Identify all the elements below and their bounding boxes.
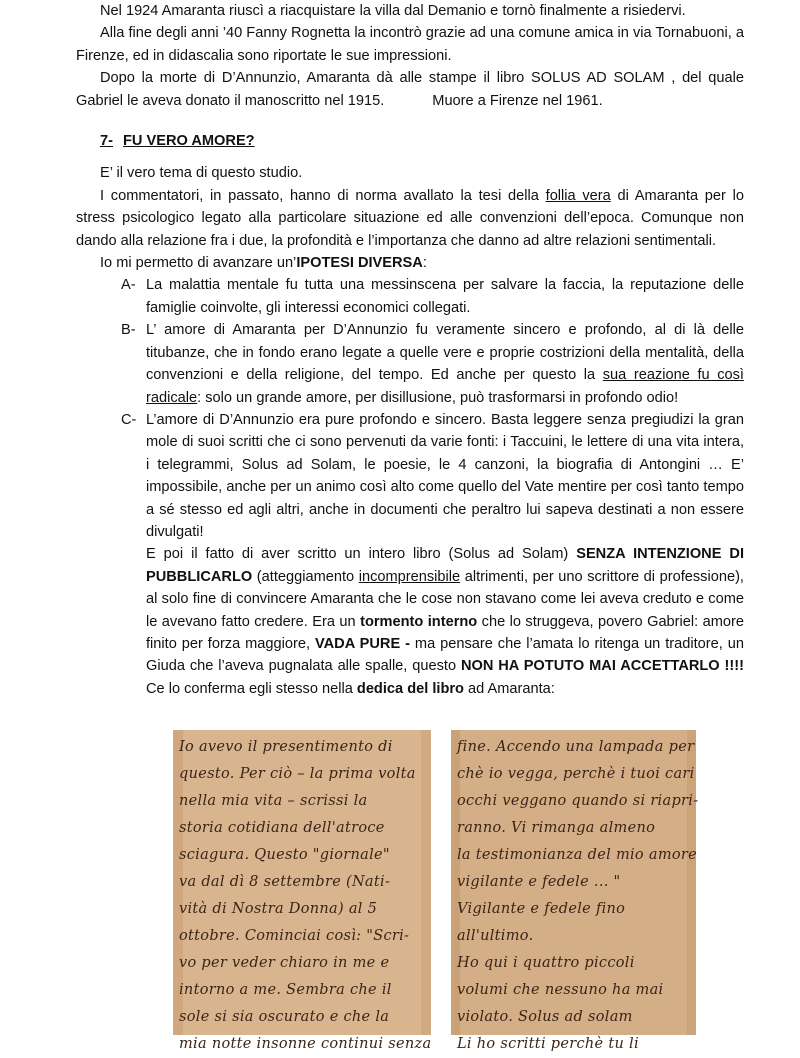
manuscript-line: questo. Per ciò – la prima volta (179, 766, 416, 782)
text-run: altrimenti, per uno scrittore di professione), al solo fine di convincere Amaranta che le cose non stavano come lei aveva creduto e come le avevano fatto credere. Era un (146, 568, 744, 630)
list-text: : solo un grande amore, per disillusione, può trasformarsi in profondo odio! (197, 389, 679, 406)
manuscript-line: violato. Solus ad solam (457, 1009, 633, 1025)
manuscript-line: ottobre. Cominciai così: "Scri- (179, 928, 410, 944)
paragraph-villa: Nel 1924 Amaranta riuscì a riacquistare la villa dal Demanio e tornò finalmente a risiedervi. (100, 3, 686, 19)
paragraph-lead: E’ il vero tema di questo studio. (100, 165, 303, 182)
list-text: La malattia mentale fu tutta una messinscena per salvare la faccia, la reputazione delle famiglie coinvolte, gli interessi economici collegati. (146, 277, 744, 316)
manuscript-line: occhi veggano quando si riapri- (457, 793, 699, 809)
text-run: di Amaranta per lo stress psicologico legato alla particolare situazione ed alle convenzioni dell’epoca. Comunque non dando alla relazione fra i due, la profondità e l’importanza che danno ad altre relazioni sentimentali. (76, 187, 744, 249)
list-text: L’amore di D’Annunzio era pure profondo e sincero. Basta leggere senza pregiudizi la gran mole di suoi scritti che ci sono pervenuti da varie fonti: i Taccuini, le lettere di una vita intera, i telegrammi, Solus ad Solam, le poesie, le 4 canzoni, la biografia di Antongini … E’ impossibile, anche per un animo così alto come quello del Vate mentire per così tanto tempo a sé stesso ed agli altri, anche in documenti che peraltro lui sapeva destinati a non essere divulgati! (146, 411, 744, 540)
list-item-b (76, 319, 744, 409)
text-run: ad Amaranta: (463, 680, 555, 697)
document-page (76, 0, 744, 700)
text-run: E poi il fatto di aver scritto un intero libro (Solus ad Solam) (146, 546, 577, 563)
bold-text: NON HA POTUTO MAI ACCETTARLO !!!! (460, 658, 744, 675)
manuscript-line: nella mia vita – scrissi la (179, 793, 368, 809)
manuscript-line: fine. Accendo una lampada per (457, 739, 695, 755)
manuscript-line: Li ho scritti perchè tu li (457, 1036, 639, 1052)
manuscript-line: vo per veder chiaro in me e (179, 955, 390, 971)
manuscript-line: Vigilante e fedele fino (457, 901, 626, 917)
manuscript-line: intorno a me. Sembra che il (179, 982, 392, 998)
underlined-text: follia vera (545, 187, 611, 204)
underlined-text: sua reazione fu così radicale (146, 367, 744, 406)
text-run: Io mi permetto di avanzare un’ (100, 255, 297, 272)
manuscript-line: Io avevo il presentimento di (179, 739, 393, 755)
paragraph-closing (76, 543, 744, 700)
text-run: I commentatori, in passato, hanno di norma avallato la tesi della (100, 187, 546, 204)
list-text: L’ amore di Amaranta per D’Annunzio fu veramente sincero e profondo, al di là delle titubanze, che in fondo erano legate a quelle vere e proprie costrizioni della mentalità, della convenzioni e della religione, del tempo. Ed anche per questo la (146, 322, 744, 384)
paragraph-solus (76, 67, 744, 112)
manuscript-image-left (173, 730, 432, 1052)
text-run: ma pensare che l’amata lo ritenga un traditore, un Giuda che l’aveva pugnalata alle spalle, questo (146, 635, 744, 675)
paragraph-commentatori (76, 185, 744, 252)
text-run: che lo struggeva, povero Gabriel: amore finito per forza maggiore, (146, 613, 744, 652)
paragraph-rognetta: Alla fine degli anni ’40 Fanny Rognetta la incontrò grazie ad una comune amica in via Tornabuoni, a Firenze, ed in didascalia sono riportate le sue impressioni. (76, 25, 744, 64)
manuscript-line: va dal dì 8 settembre (Nati- (179, 874, 391, 890)
paragraph-ipotesi (76, 252, 744, 274)
manuscript-line: volumi che nessuno ha mai (457, 982, 664, 998)
bold-text: IPOTESI DIVERSA (296, 255, 423, 272)
text-run: : (422, 255, 427, 272)
manuscript-line: la testimonianza del mio amore (457, 847, 698, 863)
text-run: Ce lo conferma egli stesso nella (146, 680, 357, 697)
list-item-a (76, 274, 744, 319)
manuscript-line: chè io vegga, perchè i tuoi cari (457, 766, 695, 782)
section-title: FU VERO AMORE? (122, 133, 255, 150)
manuscript-line: ranno. Vi rimanga almeno (457, 820, 656, 836)
manuscript-line: Ho qui i quattro piccoli (457, 955, 635, 971)
manuscript-left-text (179, 734, 432, 1058)
bold-text: dedica del libro (356, 680, 464, 697)
death-text: Muore a Firenze nel 1961. (432, 92, 603, 109)
manuscript-image-right (451, 730, 699, 1052)
solus-text: Dopo la morte di D’Annunzio, Amaranta dà alle stampe il libro SOLUS AD SOLAM , del quale Gabriel le aveva donato il manoscritto nel 1915. (76, 70, 744, 109)
list-label: B- (121, 322, 136, 339)
manuscript-line: sole si sia oscurato e che la (179, 1009, 390, 1025)
list-item-c (76, 409, 744, 543)
manuscript-line: mia notte insonne continui senza (179, 1036, 432, 1052)
section-number: 7- (100, 133, 113, 150)
bold-text: VADA PURE - (314, 635, 410, 652)
manuscript-right-text (457, 734, 699, 1058)
section-heading (100, 130, 744, 152)
manuscript-line: all'ultimo. (457, 928, 534, 944)
manuscript-line: vigilante e fedele ... " (457, 874, 621, 890)
manuscript-line: sciagura. Questo "giornale" (179, 847, 390, 863)
bold-text: SENZA INTENZIONE DI PUBBLICARLO (146, 546, 745, 585)
list-label: C- (121, 411, 137, 428)
list-label: A- (121, 277, 136, 294)
bold-text: tormento interno (360, 613, 478, 630)
manuscript-line: vità di Nostra Donna) al 5 (179, 901, 378, 917)
manuscript-line: storia cotidiana dell'atroce (179, 820, 385, 836)
text-run: (atteggiamento (252, 568, 359, 585)
underlined-text: incomprensibile (358, 568, 461, 585)
